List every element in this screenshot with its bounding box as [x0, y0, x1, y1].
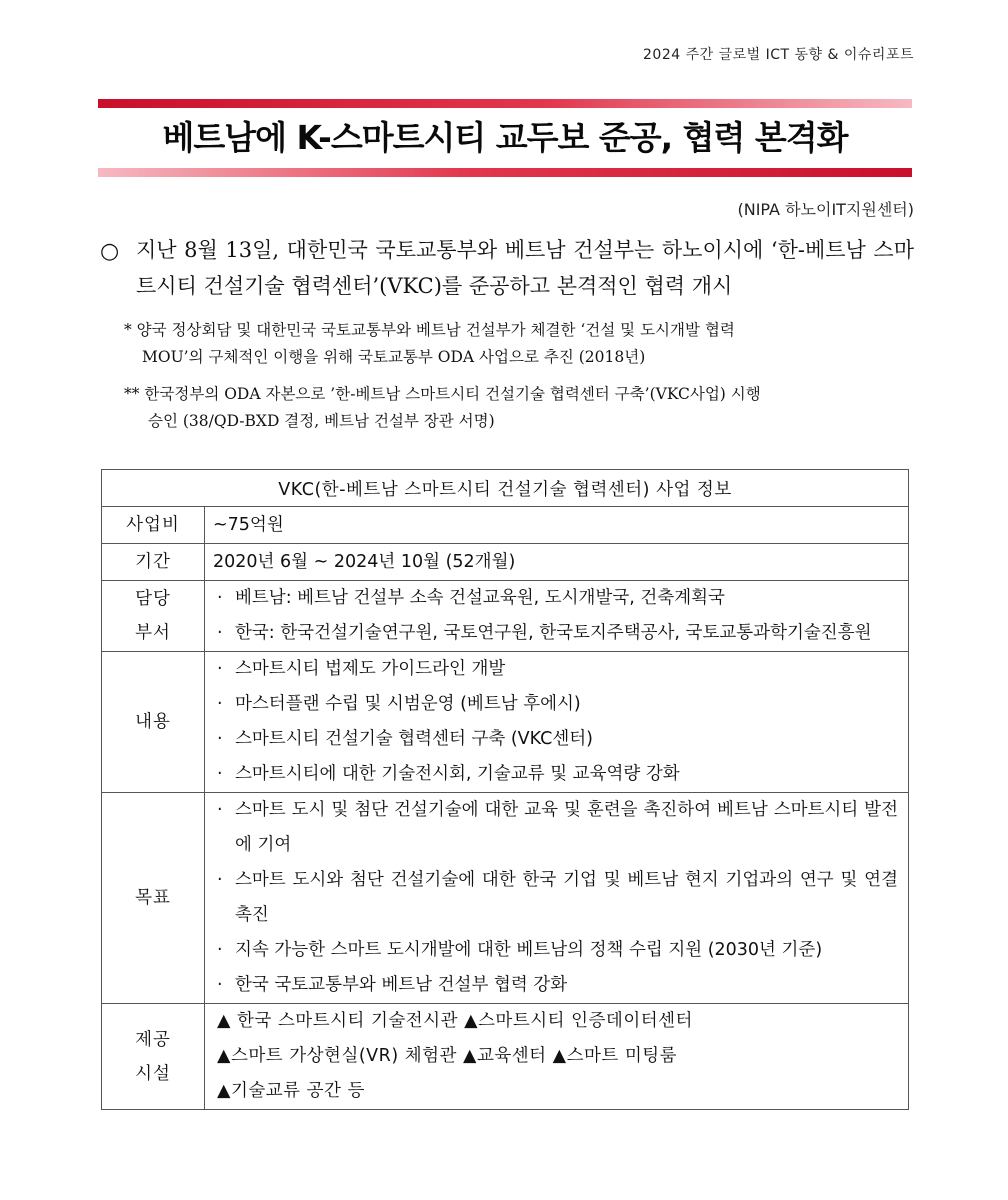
table-title: VKC(한-베트남 스마트시티 건설기술 협력센터) 사업 정보 — [102, 470, 909, 507]
table-row-goal — [102, 793, 909, 1004]
list-item: · 한국 국토교통부와 베트남 건설부 협력 강화 — [217, 975, 568, 995]
project-info-table — [101, 469, 909, 1110]
table-row-cost — [102, 507, 909, 544]
lead-paragraph — [98, 232, 914, 304]
table-row-facility — [102, 1004, 909, 1110]
cost-label: 사업비 — [102, 507, 205, 544]
table-row-period — [102, 544, 909, 581]
list-item: · 스마트시티에 대한 기술전시회, 기술교류 및 교육역량 강화 — [217, 764, 680, 784]
dept-value — [205, 581, 909, 652]
goal-value — [205, 793, 909, 1004]
list-item: · 지속 가능한 스마트 도시개발에 대한 베트남의 정책 수립 지원 (2030년 기준) — [217, 940, 823, 960]
period-label: 기간 — [102, 544, 205, 581]
footnote-2 — [124, 381, 914, 435]
list-item: · 스마트시티 법제도 가이드라인 개발 — [217, 659, 506, 679]
footnote-2-line2: 승인 (38/QD-BXD 결정, 베트남 건설부 장관 서명) — [148, 412, 495, 430]
article-title: 베트남에 K-스마트시티 교두보 준공, 협력 본격화 — [162, 118, 848, 157]
list-item: · 베트남: 베트남 건설부 소속 건설교육원, 도시개발국, 건축계획국 — [217, 588, 725, 608]
facility-line-2: ▲스마트 가상현실(VR) 체험관 ▲교육센터 ▲스마트 미팅룸 — [217, 1046, 678, 1066]
facility-line-3: ▲기술교류 공간 등 — [217, 1081, 365, 1101]
report-series-header: 2024 주간 글로벌 ICT 동향 & 이슈리포트 — [643, 47, 914, 63]
facility-value — [205, 1004, 909, 1110]
facility-label: 제공 시설 — [102, 1004, 205, 1110]
dept-label: 담당 부서 — [102, 581, 205, 652]
list-item: · 스마트시티 건설기술 협력센터 구축 (VKC센터) — [217, 729, 593, 749]
goal-label: 목표 — [102, 793, 205, 1004]
list-item: · 스마트 도시 및 첨단 건설기술에 대한 교육 및 훈련을 촉진하여 베트남 스마트시티 발전에 기여 — [217, 800, 898, 855]
cost-value: ~75억원 — [205, 507, 909, 544]
content-label: 내용 — [102, 652, 205, 793]
footnote-1-line2: MOU’의 구체적인 이행을 위해 국토교통부 ODA 사업으로 추진 (2018년) — [142, 348, 646, 366]
period-value: 2020년 6월 ~ 2024년 10월 (52개월) — [205, 544, 909, 581]
source-credit: (NIPA 하노이IT지원센터) — [737, 200, 914, 219]
title-bottom-bar — [98, 168, 912, 177]
list-item: · 스마트 도시와 첨단 건설기술에 대한 한국 기업 및 베트남 현지 기업과의 연구 및 연결 촉진 — [217, 870, 898, 925]
footnote-2-line1: ** 한국정부의 ODA 자본으로 ’한-베트남 스마트시티 건설기술 협력센터 구축’(VKC사업) 시행 — [124, 385, 761, 403]
facility-line-1: ▲ 한국 스마트시티 기술전시관 ▲스마트시티 인증데이터센터 — [217, 1011, 693, 1031]
list-item: · 한국: 한국건설기술연구원, 국토연구원, 한국토지주택공사, 국토교통과학기술진흥원 — [217, 623, 872, 643]
circle-bullet-icon: ○ — [100, 239, 120, 264]
content-value — [205, 652, 909, 793]
table-row-dept — [102, 581, 909, 652]
footnote-1-line1: * 양국 정상회담 및 대한민국 국토교통부와 베트남 건설부가 체결한 ‘건설 및 도시개발 협력 — [124, 321, 735, 339]
lead-text: 지난 8월 13일, 대한민국 국토교통부와 베트남 건설부는 하노이시에 ‘한-베트남 스마트시티 건설기술 협력센터’(VKC)를 준공하고 본격적인 협력 개시 — [136, 238, 914, 298]
list-item: · 마스터플랜 수립 및 시범운영 (베트남 후에시) — [217, 694, 581, 714]
title-top-bar — [98, 99, 912, 108]
table-row-content — [102, 652, 909, 793]
footnote-1 — [124, 317, 914, 371]
